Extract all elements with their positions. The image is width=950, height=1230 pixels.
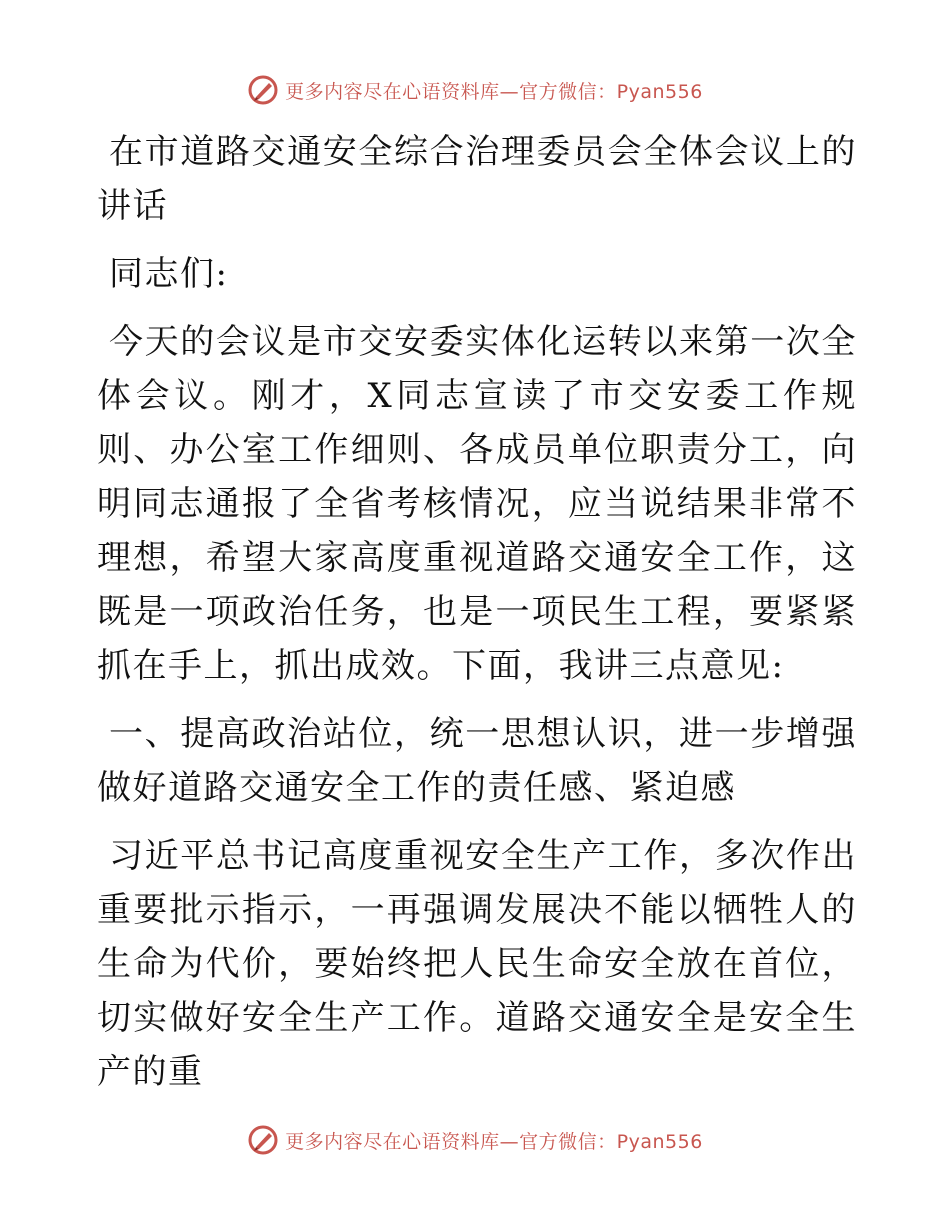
pen-logo-icon <box>247 74 279 106</box>
watermark-text: 更多内容尽在心语资料库—官方微信：Pyan556 <box>285 80 703 103</box>
document-title: 在市道路交通安全综合治理委员会全体会议上的讲话 <box>97 132 857 226</box>
paragraph: 习近平总书记高度重视安全生产工作，多次作出重要批示指示，一再强调发展决不能以牺牲人的生命为代价，要始终把人民生命安全放在首位，切实做好安全生产工作。道路交通安全是安全生产的重 <box>97 836 857 1092</box>
pen-logo-icon <box>247 1124 279 1156</box>
document-body <box>97 125 857 1113</box>
footer-watermark <box>0 1124 950 1156</box>
section-heading: 一、提高政治站位，统一思想认识，进一步增强做好道路交通安全工作的责任感、紧迫感 <box>97 714 857 808</box>
greeting: 同志们: <box>109 254 229 294</box>
watermark-text: 更多内容尽在心语资料库—官方微信：Pyan556 <box>285 1130 703 1153</box>
header-watermark <box>0 74 950 106</box>
paragraph: 今天的会议是市交安委实体化运转以来第一次全体会议。刚才，X同志宣读了市交安委工作规则、办公室工作细则、各成员单位职责分工，向明同志通报了全省考核情况，应当说结果非常不理想，希望大家高度重视道路交通安全工作，这既是一项政治任务，也是一项民生工程，要紧紧抓在手上，抓出成效。下面，我讲三点意见: <box>97 322 857 686</box>
